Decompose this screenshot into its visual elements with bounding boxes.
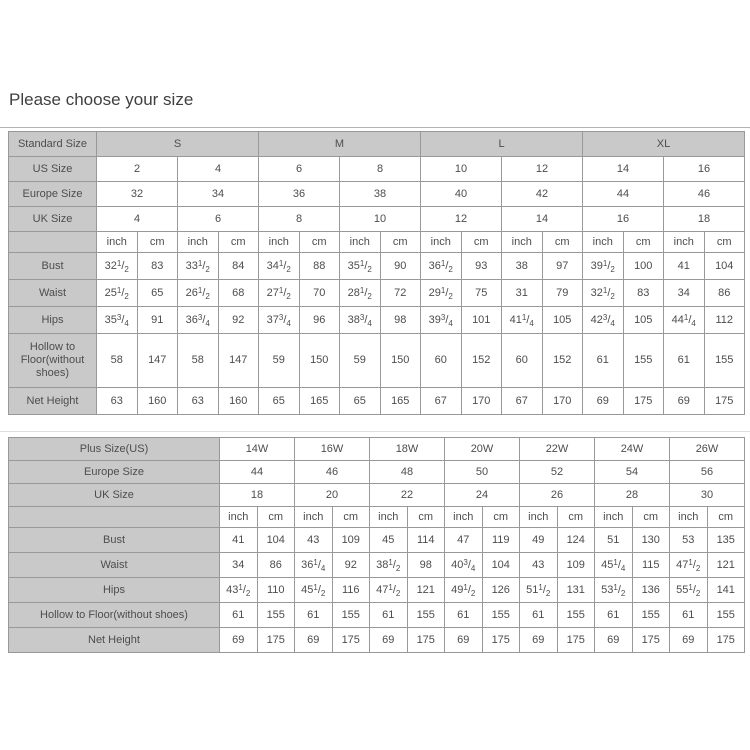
value-cell: 155 (632, 603, 670, 628)
size-header-cell: 12 (502, 157, 583, 182)
unit-cell: inch (583, 232, 624, 253)
size-header-cell: 20W (445, 438, 520, 461)
value-cell: 98 (380, 307, 421, 334)
value-cell: 147 (218, 334, 259, 388)
row-label-cell (9, 507, 220, 528)
unit-cell: inch (502, 232, 543, 253)
value-cell: 92 (218, 307, 259, 334)
size-header-cell: 22W (520, 438, 595, 461)
value-cell: 175 (557, 628, 595, 653)
value-cell: 110 (257, 578, 295, 603)
value-cell: 150 (299, 334, 340, 388)
unit-cell: cm (218, 232, 259, 253)
row-label-cell: Net Height (9, 628, 220, 653)
value-cell: $33^1/_2$ (178, 253, 219, 280)
size-header-cell: 42 (502, 182, 583, 207)
unit-cell: cm (137, 232, 178, 253)
unit-cell: inch (664, 232, 705, 253)
unit-cell: inch (220, 507, 258, 528)
unit-cell: cm (380, 232, 421, 253)
size-header-cell: 10 (421, 157, 502, 182)
value-cell: 165 (380, 388, 421, 415)
value-cell: $38^1/_2$ (370, 553, 408, 578)
value-cell: 100 (623, 253, 664, 280)
size-header-cell: 2 (97, 157, 178, 182)
value-cell: 115 (632, 553, 670, 578)
value-cell: 68 (218, 280, 259, 307)
unit-cell: inch (370, 507, 408, 528)
value-cell: 61 (295, 603, 333, 628)
value-cell: 104 (482, 553, 520, 578)
value-cell: $39^3/_4$ (421, 307, 462, 334)
value-cell: $35^1/_2$ (340, 253, 381, 280)
size-header-cell: 24W (595, 438, 670, 461)
table-row (9, 438, 745, 461)
value-cell: 96 (299, 307, 340, 334)
value-cell: $27^1/_2$ (259, 280, 300, 307)
value-cell: 175 (704, 388, 745, 415)
divider (0, 127, 750, 128)
value-cell: 155 (623, 334, 664, 388)
value-cell: 175 (482, 628, 520, 653)
size-header-cell: 18 (664, 207, 745, 232)
unit-cell: inch (670, 507, 708, 528)
row-label-cell: Bust (9, 528, 220, 553)
row-label-cell: Hips (9, 307, 97, 334)
value-cell: $36^3/_4$ (178, 307, 219, 334)
table-row (9, 253, 745, 280)
value-cell: 63 (97, 388, 138, 415)
row-label-cell: Hollow to Floor(without shoes) (9, 603, 220, 628)
value-cell: 141 (707, 578, 745, 603)
value-cell: $25^1/_2$ (97, 280, 138, 307)
size-header-cell: 14W (220, 438, 295, 461)
value-cell: $42^3/_4$ (583, 307, 624, 334)
size-header-cell: S (97, 132, 259, 157)
unit-cell: inch (595, 507, 633, 528)
size-header-cell: 48 (370, 461, 445, 484)
size-header-cell: 6 (178, 207, 259, 232)
size-header-cell: 4 (97, 207, 178, 232)
value-cell: 49 (520, 528, 558, 553)
size-header-cell: 30 (670, 484, 745, 507)
size-header-cell: 36 (259, 182, 340, 207)
table-row (9, 334, 745, 388)
value-cell: 65 (137, 280, 178, 307)
size-header-cell: 16W (295, 438, 370, 461)
value-cell: 58 (97, 334, 138, 388)
value-cell: 155 (257, 603, 295, 628)
value-cell: 41 (664, 253, 705, 280)
value-cell: 101 (461, 307, 502, 334)
value-cell: $47^1/_2$ (670, 553, 708, 578)
value-cell: 136 (632, 578, 670, 603)
value-cell: 41 (220, 528, 258, 553)
value-cell: 75 (461, 280, 502, 307)
value-cell: 109 (557, 553, 595, 578)
value-cell: 98 (407, 553, 445, 578)
value-cell: 31 (502, 280, 543, 307)
value-cell: 105 (542, 307, 583, 334)
value-cell: 65 (259, 388, 300, 415)
size-header-cell: 34 (178, 182, 259, 207)
value-cell: $26^1/_2$ (178, 280, 219, 307)
value-cell: 38 (502, 253, 543, 280)
value-cell: 124 (557, 528, 595, 553)
size-header-cell: 18 (220, 484, 295, 507)
unit-cell: cm (707, 507, 745, 528)
value-cell: 86 (704, 280, 745, 307)
size-header-cell: 8 (340, 157, 421, 182)
value-cell: 170 (461, 388, 502, 415)
value-cell: 152 (461, 334, 502, 388)
value-cell: 160 (218, 388, 259, 415)
value-cell: 155 (332, 603, 370, 628)
value-cell: 155 (557, 603, 595, 628)
divider (0, 431, 750, 432)
value-cell: 61 (583, 334, 624, 388)
value-cell: 83 (623, 280, 664, 307)
value-cell: $44^1/_4$ (664, 307, 705, 334)
size-header-cell: 20 (295, 484, 370, 507)
value-cell: 83 (137, 253, 178, 280)
table-row (9, 484, 745, 507)
value-cell: 170 (542, 388, 583, 415)
standard-size-table (8, 131, 745, 415)
value-cell: 135 (707, 528, 745, 553)
value-cell: $40^3/_4$ (445, 553, 483, 578)
value-cell: 69 (445, 628, 483, 653)
size-header-cell: 26 (520, 484, 595, 507)
value-cell: 70 (299, 280, 340, 307)
value-cell: $32^1/_2$ (583, 280, 624, 307)
unit-cell: inch (259, 232, 300, 253)
unit-cell: cm (332, 507, 370, 528)
table-row (9, 232, 745, 253)
row-label-cell: US Size (9, 157, 97, 182)
row-label-cell: Plus Size(US) (9, 438, 220, 461)
size-header-cell: 50 (445, 461, 520, 484)
value-cell: 84 (218, 253, 259, 280)
value-cell: 61 (220, 603, 258, 628)
table-row (9, 157, 745, 182)
size-header-cell: 16 (583, 207, 664, 232)
value-cell: 155 (704, 334, 745, 388)
table-row (9, 207, 745, 232)
value-cell: $32^1/_2$ (97, 253, 138, 280)
table-row (9, 461, 745, 484)
unit-cell: inch (520, 507, 558, 528)
value-cell: $37^3/_4$ (259, 307, 300, 334)
value-cell: 175 (623, 388, 664, 415)
value-cell: 69 (220, 628, 258, 653)
value-cell: $45^1/_4$ (595, 553, 633, 578)
value-cell: 43 (520, 553, 558, 578)
value-cell: $36^1/_2$ (421, 253, 462, 280)
value-cell: $53^1/_2$ (595, 578, 633, 603)
unit-cell: cm (407, 507, 445, 528)
unit-cell: cm (632, 507, 670, 528)
size-header-cell: 40 (421, 182, 502, 207)
size-header-cell: 46 (295, 461, 370, 484)
value-cell: $49^1/_2$ (445, 578, 483, 603)
value-cell: 69 (664, 388, 705, 415)
value-cell: $55^1/_2$ (670, 578, 708, 603)
value-cell: $36^1/_4$ (295, 553, 333, 578)
unit-cell: cm (623, 232, 664, 253)
value-cell: 155 (707, 603, 745, 628)
unit-cell: inch (340, 232, 381, 253)
row-label-cell: Europe Size (9, 182, 97, 207)
value-cell: 65 (340, 388, 381, 415)
size-header-cell: 12 (421, 207, 502, 232)
value-cell: 53 (670, 528, 708, 553)
value-cell: 34 (664, 280, 705, 307)
value-cell: $39^1/_2$ (583, 253, 624, 280)
size-header-cell: 4 (178, 157, 259, 182)
value-cell: $41^1/_4$ (502, 307, 543, 334)
value-cell: 60 (502, 334, 543, 388)
value-cell: 67 (421, 388, 462, 415)
value-cell: 59 (340, 334, 381, 388)
value-cell: 61 (595, 603, 633, 628)
unit-cell: inch (445, 507, 483, 528)
value-cell: 69 (295, 628, 333, 653)
value-cell: 155 (407, 603, 445, 628)
value-cell: 43 (295, 528, 333, 553)
value-cell: 175 (407, 628, 445, 653)
value-cell: 131 (557, 578, 595, 603)
value-cell: 45 (370, 528, 408, 553)
size-header-cell: 22 (370, 484, 445, 507)
value-cell: 61 (370, 603, 408, 628)
value-cell: $51^1/_2$ (520, 578, 558, 603)
table-row (9, 628, 745, 653)
size-header-cell: 38 (340, 182, 421, 207)
row-label-cell (9, 232, 97, 253)
table-row (9, 182, 745, 207)
row-label-cell: Hips (9, 578, 220, 603)
value-cell: 126 (482, 578, 520, 603)
size-header-cell: 18W (370, 438, 445, 461)
unit-cell: inch (295, 507, 333, 528)
value-cell: 175 (632, 628, 670, 653)
value-cell: 155 (482, 603, 520, 628)
value-cell: 61 (670, 603, 708, 628)
value-cell: 150 (380, 334, 421, 388)
size-header-cell: 28 (595, 484, 670, 507)
size-header-cell: 54 (595, 461, 670, 484)
value-cell: 67 (502, 388, 543, 415)
unit-cell: cm (299, 232, 340, 253)
value-cell: 58 (178, 334, 219, 388)
size-header-cell: 44 (220, 461, 295, 484)
value-cell: 112 (704, 307, 745, 334)
table-row (9, 280, 745, 307)
size-header-cell: 52 (520, 461, 595, 484)
row-label-cell: Hollow to Floor(without shoes) (9, 334, 97, 388)
size-header-cell: 14 (502, 207, 583, 232)
table-row (9, 603, 745, 628)
value-cell: 121 (407, 578, 445, 603)
value-cell: 61 (445, 603, 483, 628)
value-cell: 104 (257, 528, 295, 553)
table-row (9, 528, 745, 553)
value-cell: 90 (380, 253, 421, 280)
value-cell: $47^1/_2$ (370, 578, 408, 603)
size-header-cell: 46 (664, 182, 745, 207)
unit-cell: cm (542, 232, 583, 253)
value-cell: 104 (704, 253, 745, 280)
plus-size-table (8, 437, 745, 653)
value-cell: 130 (632, 528, 670, 553)
value-cell: 152 (542, 334, 583, 388)
size-header-cell: 14 (583, 157, 664, 182)
value-cell: 86 (257, 553, 295, 578)
size-header-cell: 16 (664, 157, 745, 182)
value-cell: $35^3/_4$ (97, 307, 138, 334)
unit-cell: inch (421, 232, 462, 253)
unit-cell: cm (257, 507, 295, 528)
row-label-cell: Waist (9, 280, 97, 307)
value-cell: 51 (595, 528, 633, 553)
size-header-cell: 26W (670, 438, 745, 461)
value-cell: 69 (370, 628, 408, 653)
page-title: Please choose your size (9, 90, 194, 109)
table-row (9, 507, 745, 528)
value-cell: 61 (520, 603, 558, 628)
value-cell: $38^3/_4$ (340, 307, 381, 334)
value-cell: 59 (259, 334, 300, 388)
row-label-cell: UK Size (9, 207, 97, 232)
value-cell: 47 (445, 528, 483, 553)
value-cell: 175 (257, 628, 295, 653)
size-header-cell: 24 (445, 484, 520, 507)
value-cell: 109 (332, 528, 370, 553)
value-cell: 72 (380, 280, 421, 307)
size-header-cell: 8 (259, 207, 340, 232)
unit-cell: inch (178, 232, 219, 253)
row-label-cell: Europe Size (9, 461, 220, 484)
value-cell: 69 (520, 628, 558, 653)
size-header-cell: 10 (340, 207, 421, 232)
value-cell: 165 (299, 388, 340, 415)
size-header-cell: 6 (259, 157, 340, 182)
value-cell: 69 (595, 628, 633, 653)
value-cell: 69 (583, 388, 624, 415)
value-cell: 91 (137, 307, 178, 334)
size-header-cell: XL (583, 132, 745, 157)
size-header-cell: M (259, 132, 421, 157)
value-cell: $28^1/_2$ (340, 280, 381, 307)
value-cell: $45^1/_2$ (295, 578, 333, 603)
row-label-cell: Net Height (9, 388, 97, 415)
row-label-cell: Bust (9, 253, 97, 280)
size-header-cell: 44 (583, 182, 664, 207)
size-header-cell: 32 (97, 182, 178, 207)
value-cell: 61 (664, 334, 705, 388)
value-cell: 160 (137, 388, 178, 415)
value-cell: 34 (220, 553, 258, 578)
value-cell: 175 (707, 628, 745, 653)
value-cell: 69 (670, 628, 708, 653)
size-header-cell: L (421, 132, 583, 157)
row-label-cell: UK Size (9, 484, 220, 507)
unit-cell: cm (482, 507, 520, 528)
value-cell: 60 (421, 334, 462, 388)
table-row (9, 578, 745, 603)
value-cell: 105 (623, 307, 664, 334)
unit-cell: cm (704, 232, 745, 253)
row-label-cell: Waist (9, 553, 220, 578)
value-cell: 119 (482, 528, 520, 553)
value-cell: 88 (299, 253, 340, 280)
value-cell: 114 (407, 528, 445, 553)
unit-cell: cm (557, 507, 595, 528)
row-label-cell: Standard Size (9, 132, 97, 157)
table-row (9, 307, 745, 334)
value-cell: 79 (542, 280, 583, 307)
size-header-cell: 56 (670, 461, 745, 484)
unit-cell: inch (97, 232, 138, 253)
table-row (9, 388, 745, 415)
value-cell: 147 (137, 334, 178, 388)
table-row (9, 553, 745, 578)
value-cell: 93 (461, 253, 502, 280)
value-cell: 116 (332, 578, 370, 603)
unit-cell: cm (461, 232, 502, 253)
value-cell: 63 (178, 388, 219, 415)
value-cell: $43^1/_2$ (220, 578, 258, 603)
value-cell: 92 (332, 553, 370, 578)
value-cell: $34^1/_2$ (259, 253, 300, 280)
value-cell: 175 (332, 628, 370, 653)
value-cell: 97 (542, 253, 583, 280)
value-cell: $29^1/_2$ (421, 280, 462, 307)
value-cell: 121 (707, 553, 745, 578)
table-row (9, 132, 745, 157)
